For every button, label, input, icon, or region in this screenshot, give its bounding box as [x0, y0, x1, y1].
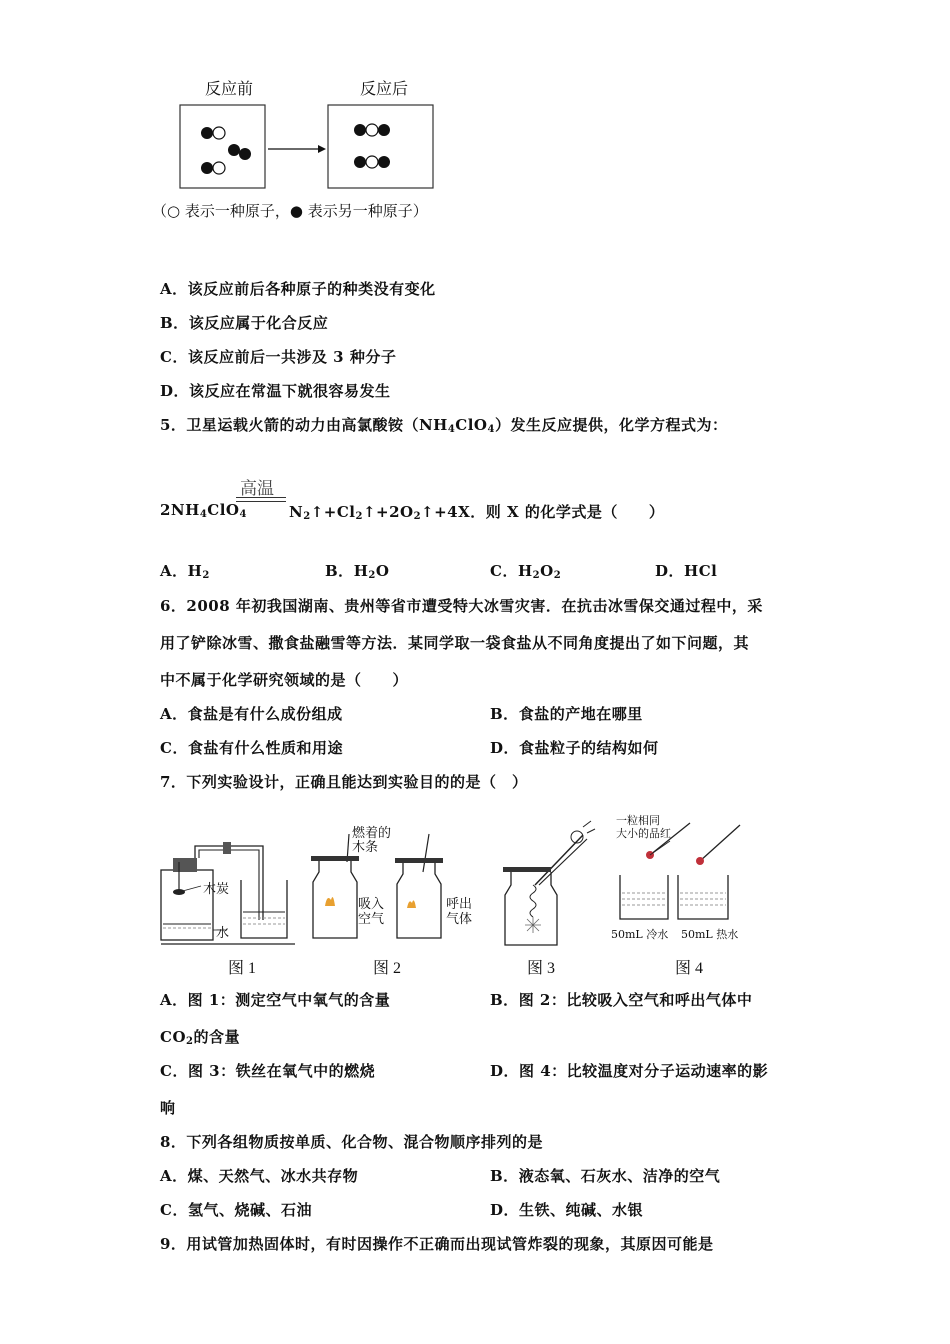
- q4-option-a: A．该反应前后各种原子的种类没有变化: [160, 280, 436, 298]
- q5-stem: 5．卫星运载火箭的动力由高氯酸铵$(NH_4ClO_4)$发生反应提供，化学方程式为：: [160, 416, 728, 435]
- q6-option-c: C．食盐有什么性质和用途: [160, 739, 343, 757]
- white-atom: [213, 127, 225, 139]
- q5-option-d: D．HCl: [655, 562, 718, 580]
- q7-stem: 7．下列实验设计，正确且能达到实验目的的是（ ）: [160, 773, 528, 791]
- q4-option-c: C．该反应前后一共涉及 3 种分子: [160, 348, 397, 366]
- q6-stem-line1: 6．2008 年初我国湖南、贵州等省市遭受特大冰雪灾害．在抗击冰雪保交通过程中，采: [160, 597, 763, 615]
- black-atom: [239, 148, 251, 160]
- q5-option-c: C．$H_2O_2$: [490, 562, 562, 581]
- fig4-label-cold: 50mL 冷水: [611, 928, 669, 941]
- white-atom: [213, 162, 225, 174]
- after-label: 反应后: [360, 79, 409, 98]
- hot-water-beaker: [678, 875, 728, 919]
- q8-stem: 8．下列各组物质按单质、化合物、混合物顺序排列的是: [160, 1133, 543, 1151]
- q5-option-a: A．$H_2$: [160, 562, 210, 581]
- equation-right: $N_2↑+Cl_2↑+2O_2↑+4X$．则 X 的化学式是（ ）: [289, 503, 665, 522]
- arrow-head: [318, 145, 326, 153]
- black-atom: [201, 162, 213, 174]
- fig2-label-exhaled: 呼出 气体: [446, 897, 473, 927]
- flame-icon: [325, 897, 335, 906]
- q6-option-a: A．食盐是有什么成份组成: [160, 705, 343, 723]
- figure-3-iron-wire: [495, 815, 605, 950]
- q6-stem-line2: 用了铲除冰雪、撒食盐融雪等方法．某同学取一袋食盐从不同角度提出了如下问题，其: [160, 634, 750, 652]
- caption-fig3: 图 3: [527, 960, 556, 977]
- q6-option-b: B．食盐的产地在哪里: [490, 705, 643, 723]
- before-box: [180, 105, 265, 188]
- q6-option-d: D．食盐粒子的结构如何: [490, 739, 659, 757]
- flame-icon: [407, 900, 416, 908]
- gas-bottle-2: [397, 863, 441, 938]
- q8-option-b: B．液态氧、石灰水、洁净的空气: [490, 1167, 721, 1185]
- before-label: 反应前: [205, 79, 254, 98]
- q7-option-c: C．图 3：铁丝在氧气中的燃烧: [160, 1062, 376, 1080]
- fig1-label-charcoal: 木炭: [203, 882, 230, 897]
- reaction-condition: 高温: [240, 479, 274, 499]
- q8-option-d: D．生铁、纯碱、水银: [490, 1201, 644, 1219]
- dye-particle: [696, 857, 704, 865]
- dropper-2: [700, 825, 740, 861]
- reaction-diagram: [170, 100, 450, 195]
- q7-option-b: B．图 2：比较吸入空气和呼出气体中: [490, 991, 753, 1009]
- q4-option-b: B．该反应属于化合反应: [160, 314, 329, 332]
- equation-line-top: [236, 497, 286, 498]
- black-atom: [201, 127, 213, 139]
- fig2-label-inhaled: 吸入 空气: [358, 897, 385, 927]
- q4-option-d: D．该反应在常温下就很容易发生: [160, 382, 391, 400]
- caption-fig1: 图 1: [228, 960, 257, 977]
- q7-option-b-continued: $CO_2$的含量: [160, 1028, 240, 1047]
- burning-stick-2: [423, 834, 429, 872]
- caption-fig2: 图 2: [373, 960, 402, 977]
- q7-option-d: D．图 4：比较温度对分子运动速率的影: [490, 1062, 769, 1080]
- beaker: [241, 880, 287, 938]
- q7-option-d-continued: 响: [160, 1099, 176, 1117]
- clamp: [223, 842, 231, 854]
- diagram-legend: （○ 表示一种原子，● 表示另一种原子）: [152, 202, 428, 220]
- q9-stem: 9．用试管加热固体时，有时因操作不正确而出现试管炸裂的现象，其原因可能是: [160, 1235, 714, 1253]
- figure-2-gas-comparison: [305, 828, 490, 948]
- sparks-icon: [525, 917, 541, 933]
- q7-option-a: A．图 1：测定空气中氧气的含量: [160, 991, 391, 1009]
- q8-option-a: A．煤、天然气、冰水共存物: [160, 1167, 359, 1185]
- iron-wire-coil: [530, 885, 536, 917]
- fig4-label-hot: 50mL 热水: [681, 928, 739, 941]
- caption-fig4: 图 4: [675, 960, 704, 977]
- q5-option-b: B．$H_2O$: [325, 562, 390, 581]
- cold-water-beaker: [620, 875, 668, 919]
- fig4-label-dye: 一粒相同 大小的品红: [616, 814, 671, 840]
- q8-option-c: C．氢气、烧碱、石油: [160, 1201, 312, 1219]
- equation-left: $2NH_4ClO_4$: [160, 501, 247, 520]
- fig2-label-stick: 燃着的 木条: [352, 826, 392, 855]
- after-box: [328, 105, 433, 188]
- bottle-stopper: [173, 858, 197, 872]
- oxygen-bottle: [505, 872, 557, 945]
- gas-bottle-1: [313, 861, 357, 938]
- q6-stem-line3: 中不属于化学研究领域的是（ ）: [160, 671, 409, 689]
- fig1-label-water: 水: [216, 926, 230, 941]
- black-atom: [228, 144, 240, 156]
